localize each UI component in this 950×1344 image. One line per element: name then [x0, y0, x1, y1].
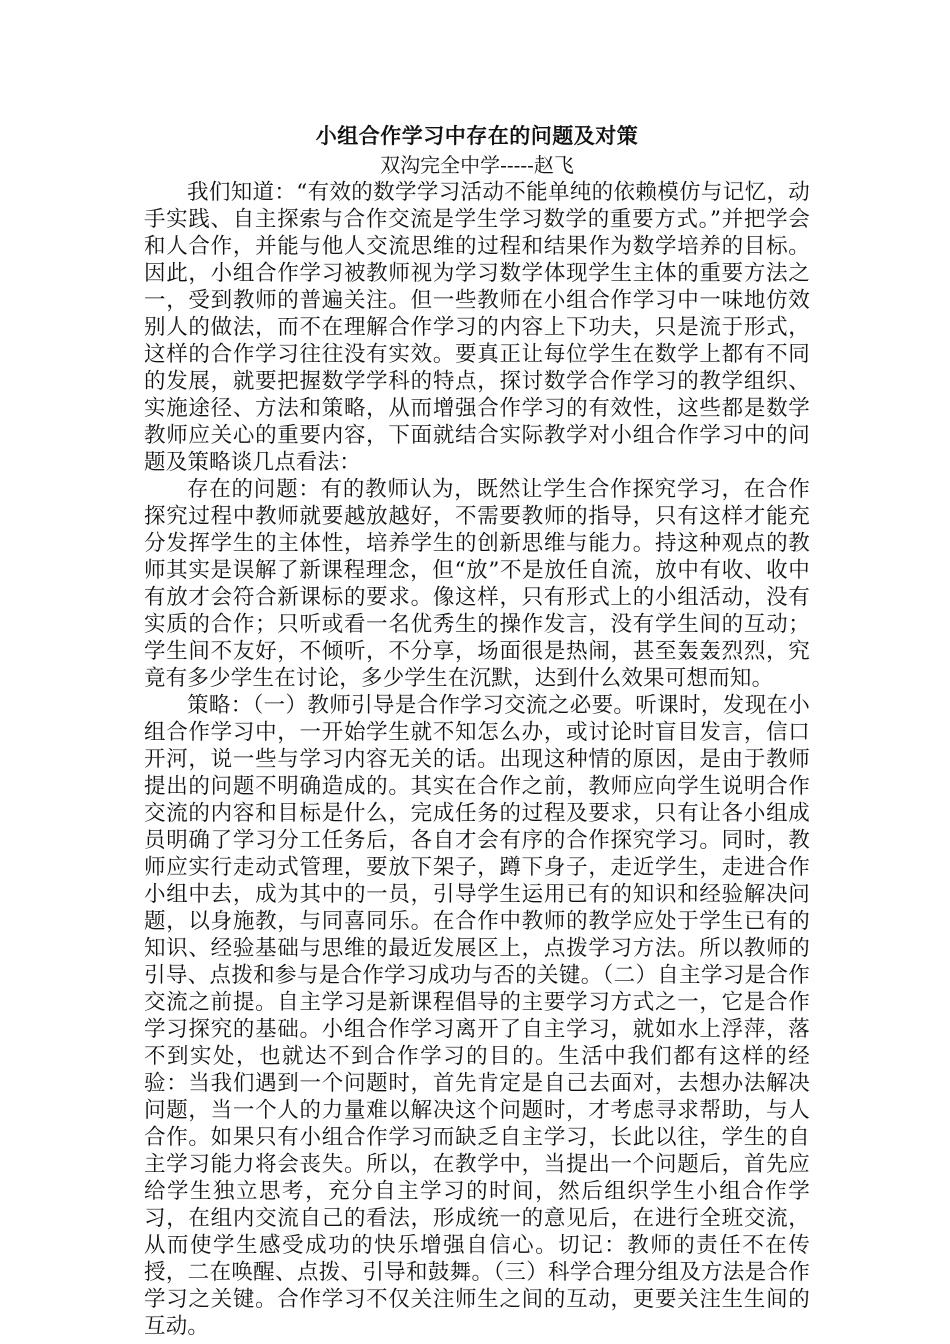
paragraph-intro: 我们知道：“有效的数学学习活动不能单纯的依赖模仿与记忆，动手实践、自主探索与合作交流是学生学习数学的重要方式。”并把学会和人合作，并能与他人交流思维的过程和结果作为数学培养的目标。因此，小组合作学习被教师视为学习数学体现学生主体的重要方法之一，受到教师的普遍关注。但一些教师在小组合作学习中一味地仿效别人的做法，而不在理解合作学习的内容上下功夫，只是流于形式，这样的合作学习往往没有实效。要真正让每位学生在数学上都有不同的发展，就要把握数学学科的特点，探讨数学合作学习的教学组织、实施途径、方法和策略，从而增强合作学习的有效性，这些都是数学教师应关心的重要内容，下面就结合实际教学对小组合作学习中的问题及策略谈几点看法： [144, 180, 810, 475]
paragraph-problems: 存在的问题：有的教师认为，既然让学生合作探究学习，在合作探究过程中教师就要越放越好，不需要教师的指导，只有这样才能充分发挥学生的主体性，培养学生的创新思维与能力。持这种观点的教师其实是误解了新课程理念，但“放”不是放任自流，放中有收、收中有放才会符合新课标的要求。像这样，只有形式上的小组活动，没有实质的合作；只听或看一名优秀生的操作发言，没有学生间的互动；学生间不友好，不倾听，不分享，场面很是热闹，甚至轰轰烈烈，究竟有多少学生在讨论，多少学生在沉默，达到什么效果可想而知。 [144, 477, 810, 691]
paragraph-strategies: 策略：（一）教师引导是合作学习交流之必要。听课时，发现在小组合作学习中，一开始学生就不知怎么办，或讨论时盲目发言，信口开河，说一些与学习内容无关的话。出现这种情的原因，是由于教师提出的问题不明确造成的。其实在合作之前，教师应向学生说明合作交流的内容和目标是什么，完成任务的过程及要求，只有让各小组成员明确了学习分工任务后，各自才会有序的合作探究学习。同时，教师应实行走动式管理，要放下架子，蹲下身子，走近学生，走进合作小组中去，成为其中的一员，引导学生运用已有的知识和经验解决问题，以身施教，与同喜同乐。在合作中教师的教学应处于学生已有的知识、经验基础与思维的最近发展区上，点拨学习方法。所以教师的引导、点拨和参与是合作学习成功与否的关键。（二）自主学习是合作交流之前提。自主学习是新课程倡导的主要学习方式之一，它是合作学习探究的基础。小组合作学习离开了自主学习，就如水上浮萍，落不到实处，也就达不到合作学习的目的。生活中我们都有这样的经验：当我们遇到一个问题时，首先肯定是自己去面对，去想办法解决问题，当一个人的力量难以解决这个问题时，才考虑寻求帮助，与人合作。如果只有小组合作学习而缺乏自主学习，长此以往，学生的自主学习能力将会丧失。所以，在教学中，当提出一个问题后，首先应给学生独立思考，充分自主学习的时间，然后组织学生小组合作学习，在组内交流自己的看法，形成统一的意见后，在进行全班交流，从而使学生感受成功的快乐增强自信心。切记：教师的责任不在传授，二在唤醒、点拨、引导和鼓舞。（三）科学合理分组及方法是合作学习之关键。合作学习不仅关注师生之间的互动，更要关注生生间的互动。 [144, 693, 810, 1339]
author-line: 双沟完全中学-----赵飞 [380, 153, 574, 177]
document-page [144, 120, 810, 1340]
document-title: 小组合作学习中存在的问题及对策 [315, 123, 639, 148]
